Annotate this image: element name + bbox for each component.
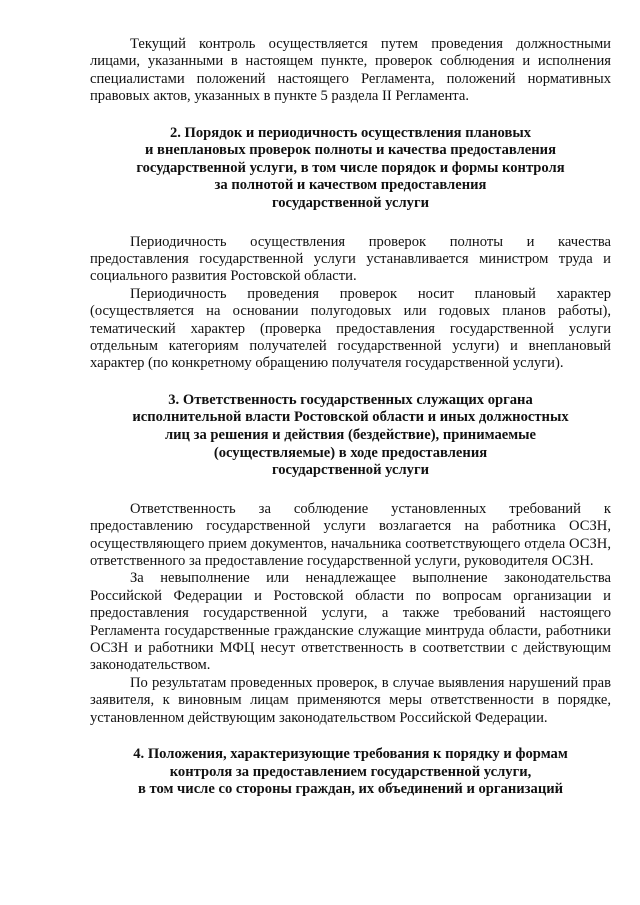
section-2-heading — [90, 125, 611, 213]
heading-line: 4. Положения, характеризующие требования к порядку и формам — [133, 746, 568, 763]
heading-line: государственной услуги, в том числе порядок и формы контроля — [136, 159, 565, 176]
heading-line: и внеплановых проверок полноты и качества предоставления — [145, 142, 556, 159]
paragraph-current-control: Текущий контроль осуществляется путем проведения должностными лицами, указанными в настоящем пункте, проверок соблюдения и исполнения специалистами положений настоящего Регламента, положений нормативных правовых актов, указанных в пункте 5 раздела II Регламента. — [90, 36, 611, 105]
heading-line: контроля за предоставлением государственной услуги, — [169, 763, 532, 780]
section-4-heading — [90, 746, 611, 799]
paragraph-periodicity: Периодичность осуществления проверок полноты и качества предоставления государственной услуги устанавливается министром труда и социального развития Ростовской области. — [90, 233, 611, 285]
paragraph-inspection-types: Периодичность проведения проверок носит плановый характер (осуществляется на основании полугодовых или годовых планов работы), тематический характер (проверка предоставления государственной услуги отдельным категориям получателей государственной услуги) и внеплановый характер (по конкретному обращению получателя государственной услуги). — [90, 285, 611, 372]
heading-line: лиц за решения и действия (бездействие), принимаемые — [164, 427, 537, 444]
heading-line: (осуществляемые) в ходе предоставления — [213, 444, 488, 461]
heading-line: государственной услуги — [271, 195, 430, 211]
paragraph-inspection-results: По результатам проведенных проверок, в случае выявления нарушений прав заявителя, к виновным лицам применяются меры ответственности в порядке, установленном действующим законодательством Российской Федерации. — [90, 674, 611, 726]
paragraph-responsibility: Ответственность за соблюдение установленных требований к предоставлению государственной услуги возлагается на работника ОСЗН, осуществляющего прием документов, начальника соответствующего отдела ОСЗН, ответственного за предоставление государственной услуги, руководителя ОСЗН. — [90, 500, 611, 570]
heading-line: 3. Ответственность государственных служащих органа — [168, 391, 533, 408]
heading-line: исполнительной власти Ростовской области и иных должностных — [132, 409, 569, 426]
heading-line: государственной услуги — [271, 462, 430, 479]
paragraph-non-compliance: За невыполнение или ненадлежащее выполнение законодательства Российской Федерации и Ростовской области по вопросам организации и предоставления государственной услуги, а также требований настоящего Регламента государственные гражданские служащие минтруда области, работники ОСЗН и работники МФЦ несут ответственность в соответствии с действующим законодательством. — [90, 570, 611, 674]
heading-line: за полнотой и качеством предоставления — [214, 177, 487, 194]
section-3-heading — [90, 392, 611, 480]
document-page — [90, 36, 611, 799]
heading-line: 2. Порядок и периодичность осуществления плановых — [169, 124, 532, 141]
heading-line: в том числе со стороны граждан, их объединений и организаций — [137, 781, 564, 798]
